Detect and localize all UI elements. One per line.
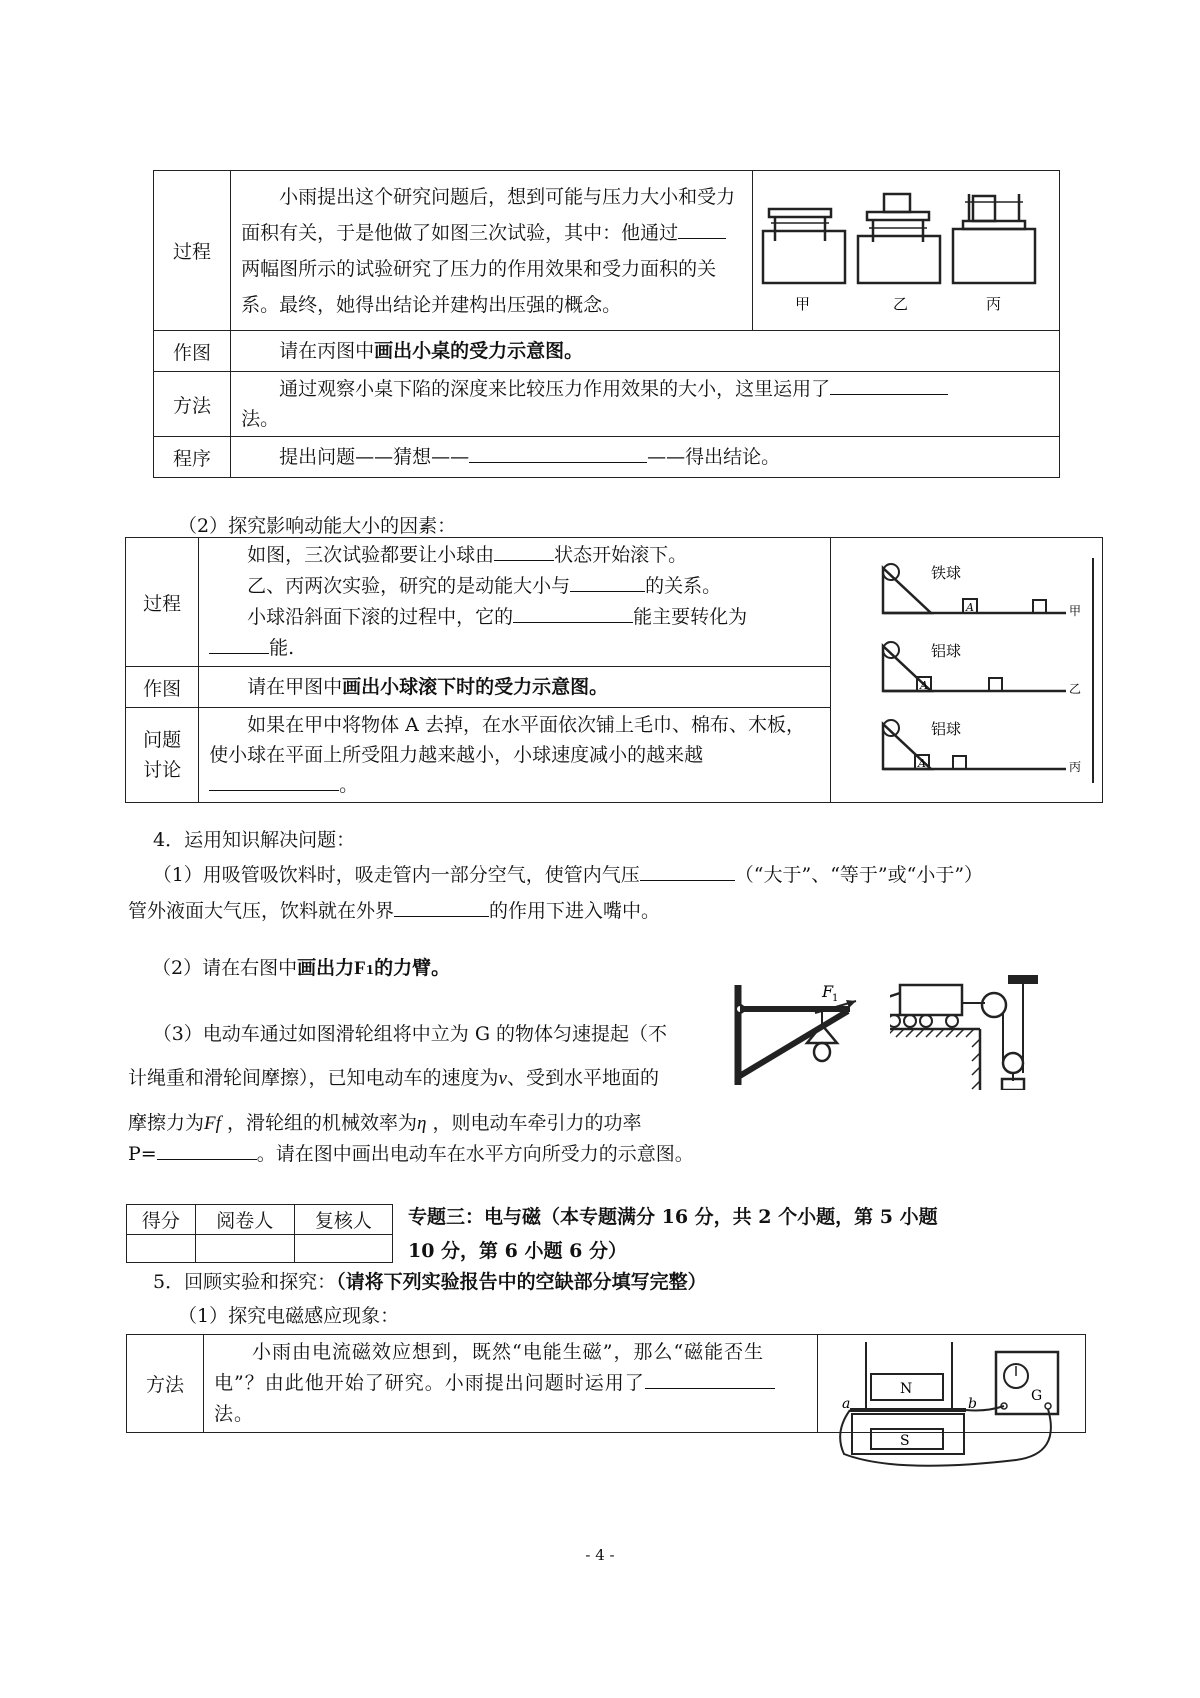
- score-header: 得分: [127, 1205, 196, 1235]
- program-text: 提出问题——猜想—— ——得出结论。: [231, 437, 1060, 478]
- answer-blank[interactable]: [645, 1370, 775, 1389]
- row-label-method: 方法: [127, 1335, 204, 1433]
- block-a-label: A: [918, 757, 927, 770]
- truck-pulley-figure: [890, 975, 1080, 1090]
- answer-blank[interactable]: [494, 542, 554, 561]
- block-end: [1033, 600, 1046, 613]
- magnet-s-label: S: [900, 1433, 910, 1449]
- block-a-label: A: [920, 679, 929, 692]
- section-heading: （2）探究影响动能大小的因素：: [178, 515, 457, 537]
- small-table-experiment-figure: [753, 176, 1053, 326]
- question-4-title: 4．运用知识解决问题：: [153, 829, 356, 851]
- inclined-plane-figure: [831, 538, 1099, 788]
- row-label: 丙: [1069, 760, 1082, 774]
- method-text: 小雨由电流磁效应想到，既然“电能生磁”，那么“磁能否生电”？由此他开始了研究。小雨提出问题时运用了法。: [204, 1335, 818, 1433]
- table-figure-cell: [831, 538, 1103, 803]
- table-figure-cell: [752, 171, 1059, 331]
- magnet-n-label: N: [900, 1381, 913, 1397]
- score-header: 阅卷人: [195, 1205, 294, 1235]
- question-4-part-3: （3）电动车通过如图滑轮组将中立为 G 的物体匀速提起（不 计绳重和滑轮间摩擦），已知电动车的速度为v、受到水平地面的 摩擦力为Ff ，滑轮组的机械效率为η ，则电动车牵引力的功率: [128, 1023, 668, 1134]
- draw-text: 请在丙图中画出小桌的受力示意图。: [231, 331, 1060, 372]
- answer-blank[interactable]: [678, 220, 726, 239]
- score-header: 复核人: [294, 1205, 392, 1235]
- draw-text: 请在甲图中画出小球滚下时的受力示意图。: [199, 667, 831, 708]
- figure-label: 甲: [794, 294, 810, 313]
- row-label-program: 程序: [154, 437, 231, 478]
- question-4-part-3-answer: P= 。请在图中画出电动车在水平方向所受力的示意图。: [128, 1143, 694, 1165]
- induction-figure: [836, 1342, 1076, 1467]
- discuss-text: 如果在甲中将物体 A 去掉，在水平面依次铺上毛巾、棉布、木板，使小球在平面上所受阻力越来越小，小球速度减小的越来越。: [199, 708, 831, 803]
- answer-blank[interactable]: [394, 898, 489, 917]
- answer-blank[interactable]: [209, 635, 269, 654]
- row-label-process: 过程: [126, 538, 199, 667]
- question-5-title: 5．回顾实验和探究：（请将下列实验报告中的空缺部分填写完整）: [153, 1271, 707, 1293]
- method-text: 通过观察小桌下陷的深度来比较压力作用效果的大小，这里运用了 法。: [231, 372, 1060, 437]
- process-text: 小雨提出这个研究问题后，想到可能与压力大小和受力面积有关，于是他做了如图三次试验，其中：他通过两幅图所示的试验研究了压力的作用效果和受力面积的关系。最终，她得出结论并建构出压强的概念。: [231, 171, 753, 331]
- row-label: 甲: [1069, 604, 1082, 618]
- block-end: [953, 756, 966, 769]
- row-label-process: 过程: [154, 171, 231, 331]
- score-table: [126, 1204, 393, 1263]
- answer-blank[interactable]: [830, 376, 948, 395]
- topic-3-heading: 专题三：电与磁（本专题满分 16 分，共 2 个小题，第 5 小题 10 分，第 6 小题 6 分）: [408, 1206, 938, 1262]
- answer-blank[interactable]: [513, 604, 633, 623]
- grader-input[interactable]: [195, 1235, 294, 1263]
- answer-blank[interactable]: [157, 1141, 257, 1160]
- row-label-discuss: 问题 讨论: [126, 708, 199, 803]
- ball-label: 铝球: [931, 642, 962, 660]
- lever-figure: [730, 975, 880, 1085]
- question-4-part-2: （2）请在右图中画出力F1的力臂。: [152, 957, 451, 979]
- terminal-a-label: a: [842, 1396, 851, 1412]
- row-label-draw: 作图: [126, 667, 199, 708]
- incline-ramp: [883, 568, 931, 613]
- question-4-part-1: （1）用吸管吸饮料时，吸走管内一部分空气，使管内气压 （“大于”、“等于”或“小于”） 管外液面大气压，饮料就在外界 的作用下进入嘴中。: [128, 864, 984, 922]
- row-label-method: 方法: [154, 372, 231, 437]
- force-label-f1: F: [822, 982, 834, 1001]
- ball-label: 铝球: [931, 720, 962, 738]
- block-a-label: A: [966, 601, 975, 614]
- reviewer-input[interactable]: [294, 1235, 392, 1263]
- row-label-draw: 作图: [154, 331, 231, 372]
- block-end: [989, 678, 1002, 691]
- figure-label: 丙: [985, 294, 1001, 313]
- ball: [883, 564, 899, 580]
- force-label-f1-sub: 1: [832, 993, 839, 1004]
- answer-blank[interactable]: [640, 862, 735, 881]
- figure-label: 乙: [892, 294, 908, 313]
- score-input[interactable]: [127, 1235, 196, 1263]
- answer-blank[interactable]: [209, 772, 339, 791]
- ball: [883, 720, 899, 736]
- process-text: 如图，三次试验都要让小球由 状态开始滚下。 乙、丙两次实验，研究的是动能大小与 的关系。 小球沿斜面下滚的过程中，它的 能主要转化为 能.: [199, 538, 831, 667]
- ball: [883, 642, 899, 658]
- page-number: - 4 -: [585, 1546, 615, 1564]
- question-5-sub-1: （1）探究电磁感应现象：: [178, 1305, 400, 1327]
- terminal-b-label: b: [968, 1396, 977, 1412]
- ball-label: 铁球: [931, 564, 962, 582]
- answer-blank[interactable]: [469, 444, 647, 463]
- galvanometer-g-label: G: [1031, 1388, 1043, 1404]
- row-label: 乙: [1069, 682, 1082, 696]
- answer-blank[interactable]: [570, 573, 645, 592]
- kinetic-energy-table: [125, 537, 1103, 803]
- pressure-experiment-table: [153, 170, 1060, 478]
